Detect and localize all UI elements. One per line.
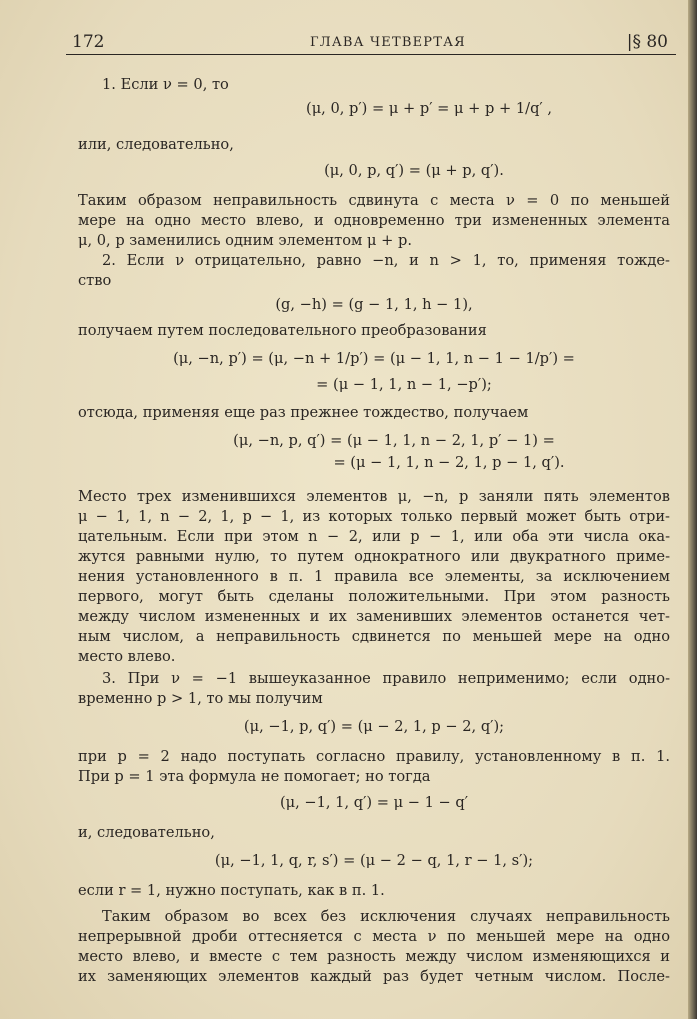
page-number: 172 (72, 32, 105, 52)
text-line: если r = 1, нужно поступать, как в п. 1. (78, 882, 385, 899)
text-line: ство (78, 272, 112, 289)
text-line: При p = 1 эта формула не помогает; но тогда (78, 768, 431, 785)
formula: (μ, −1, p, q′) = (μ − 2, 1, p − 2, q′); (243, 718, 505, 735)
text-line: 3. При ν = −1 вышеуказанное правило неприменимо; если одно- (102, 670, 670, 687)
running-header (66, 30, 676, 56)
formula: (μ, −n, p′) = (μ, −n + 1/p′) = (μ − 1, 1, n − 1 − 1/p′) = (173, 350, 575, 367)
text-line: 1. Если ν = 0, то (102, 76, 229, 93)
formula: (μ, −n, p, q′) = (μ − 1, 1, n − 2, 1, p′ − 1) = (233, 432, 555, 449)
formula: = (μ − 1, 1, n − 2, 1, p − 1, q′). (333, 454, 565, 471)
text-line: отсюда, применяя еще раз прежнее тождество, получаем (78, 404, 529, 421)
text-line: 2. Если ν отрицательно, равно −n, и n > 1, то, применяя тожде- (102, 252, 670, 269)
text-line: и, следовательно, (78, 824, 215, 841)
text-line: непрерывной дроби оттесняется с места ν по меньшей мере на одно (78, 928, 670, 945)
text-line: Таким образом во всех без исключения случаях неправильность (102, 908, 670, 925)
text-line: нения установленного в п. 1 правила все элементы, за исключением (78, 568, 670, 585)
text-line: μ − 1, 1, n − 2, 1, p − 1, из которых только первый может быть отри- (78, 508, 670, 525)
formula: (μ, 0, p, q′) = (μ + p, q′). (324, 162, 504, 179)
formula: = (μ − 1, 1, n − 1, −p′); (316, 376, 492, 393)
text-line: между числом измененных и их заменивших элементов останется чет- (78, 608, 670, 625)
formula: (μ, 0, p′) = μ + p′ = μ + p + 1/q′ , (306, 100, 552, 117)
text-line: получаем путем последовательного преобразования (78, 322, 487, 339)
text-line: место влево, и вместе с тем разность между числом изменяющихся и (78, 948, 670, 965)
formula: (g, −h) = (g − 1, 1, h − 1), (275, 296, 473, 313)
text-line: при p = 2 надо поступать согласно правилу, установленному в п. 1. (78, 748, 670, 765)
formula: (μ, −1, 1, q, r, s′) = (μ − 2 − q, 1, r − 1, s′); (214, 852, 534, 869)
page-edge-shadow (688, 0, 697, 1019)
header-rule (66, 54, 676, 55)
text-line: мере на одно место влево, и одновременно три измененных элемента (78, 212, 670, 229)
text-line: место влево. (78, 648, 176, 665)
text-line: ным числом, а неправильность сдвинется по меньшей мере на одно (78, 628, 670, 645)
text-line: первого, могут быть сделаны положительными. При этом разность (78, 588, 670, 605)
chapter-title: ГЛАВА ЧЕТВЕРТАЯ (310, 35, 466, 50)
text-line: жутся равными нулю, то путем однократного или двукратного приме- (78, 548, 670, 565)
text-line: их заменяющих элементов каждый раз будет четным числом. После- (78, 968, 670, 985)
text-line: временно p > 1, то мы получим (78, 690, 323, 707)
section-number: |§ 80 (626, 32, 668, 52)
formula: (μ, −1, 1, q′) = μ − 1 − q′ (279, 794, 469, 811)
text-line: цательным. Если при этом n − 2, или p − 1, или оба эти числа ока- (78, 528, 670, 545)
text-line: Место трех изменившихся элементов μ, −n, p заняли пять элементов (78, 488, 670, 505)
text-line: или, следовательно, (78, 136, 234, 153)
text-line: Таким образом неправильность сдвинута с места ν = 0 по меньшей (78, 192, 670, 209)
text-line: μ, 0, p заменились одним элементом μ + p. (78, 232, 412, 249)
